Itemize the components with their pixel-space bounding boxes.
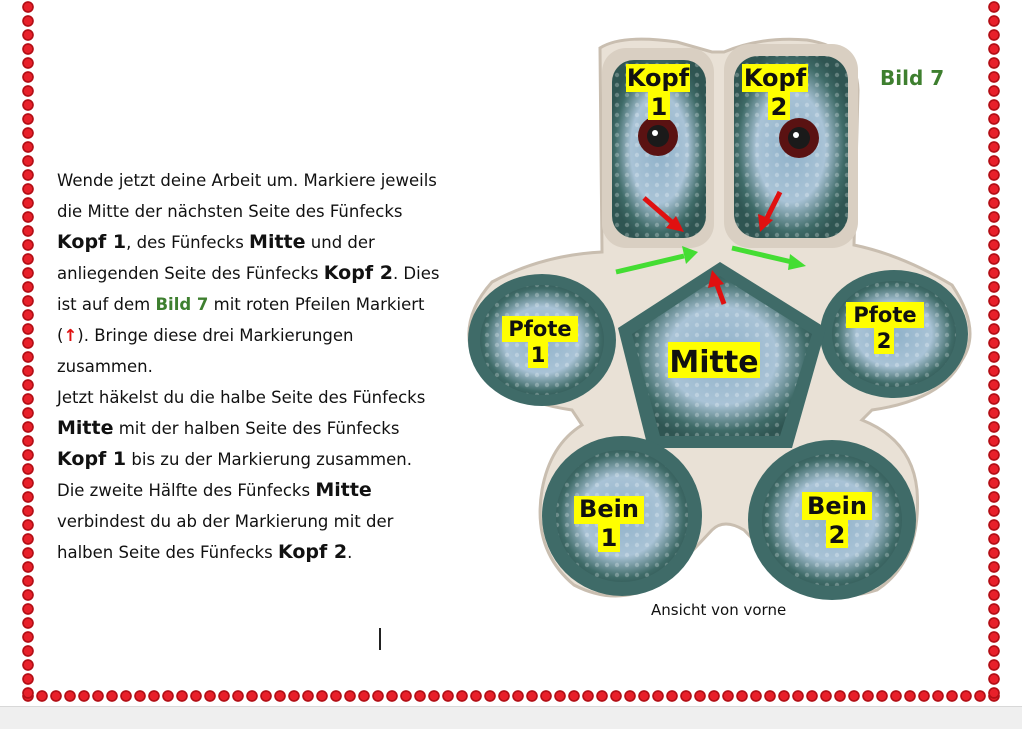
svg-text:2: 2	[828, 521, 846, 549]
bold-mitte: Mitte	[249, 231, 306, 253]
svg-text:Pfote: Pfote	[508, 317, 572, 341]
svg-text:1: 1	[650, 93, 668, 121]
status-bar	[0, 706, 1022, 729]
red-up-arrow-icon: ↑	[63, 326, 78, 345]
svg-text:2: 2	[770, 93, 788, 121]
svg-text:Pfote: Pfote	[853, 303, 917, 327]
bead-border-left	[21, 0, 35, 700]
label-mitte	[668, 342, 760, 380]
svg-text:Kopf: Kopf	[626, 64, 690, 92]
svg-text:Mitte: Mitte	[669, 345, 759, 380]
figure-title: Bild 7	[880, 66, 945, 90]
svg-text:2: 2	[876, 329, 892, 353]
instruction-text	[57, 165, 447, 568]
crochet-photo	[462, 30, 982, 600]
bead-border-right	[987, 0, 1001, 700]
bold-kopf1: Kopf 1	[57, 231, 127, 253]
svg-text:1: 1	[530, 343, 546, 367]
svg-text:Bein: Bein	[807, 492, 867, 520]
figure-caption: Ansicht von vorne	[651, 601, 787, 619]
paragraph-2: Jetzt häkelst du die halbe Seite des Fünfecks Mitte mit der halben Seite des Fünfecks Kopf 1 bis zu der Markierung zusammen.	[57, 388, 426, 470]
bold-kopf2: Kopf 2	[323, 262, 393, 284]
figure-reference: Bild 7	[155, 295, 209, 314]
paragraph-3: Die zweite Hälfte des Fünfecks Mitte verbindest du ab der Markierung mit der halben Seite des Fünfecks Kopf 2.	[57, 479, 394, 563]
svg-text:1: 1	[600, 524, 618, 552]
svg-text:Bein: Bein	[579, 495, 639, 523]
bead-border-bottom	[21, 689, 1001, 703]
svg-text:Kopf: Kopf	[743, 64, 807, 92]
paragraph-1: Wende jetzt deine Arbeit um. Markiere jeweils die Mitte der nächsten Seite des Fünfecks Kopf 1, des Fünfecks Mitte und der anliegenden Seite des Fünfecks Kopf 2. Dies ist auf dem Bild 7 mit roten Pfeilen Markiert (↑). Bringe diese drei Markierungen zusammen.	[57, 171, 440, 376]
text-cursor[interactable]	[379, 628, 381, 650]
